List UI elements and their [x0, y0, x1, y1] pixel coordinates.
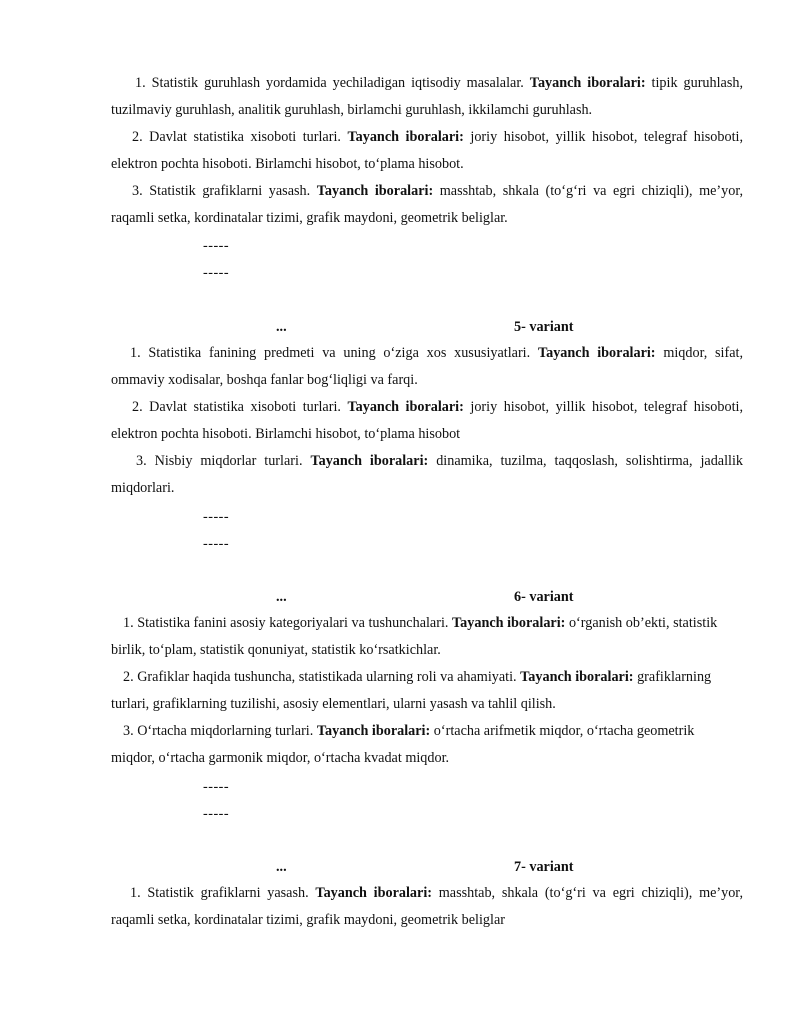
question-keywords: grafiklarning turlari, grafiklarning tuzilishi, asosiy elementlari, ularni yasash va tahlil qilish. [111, 669, 712, 712]
question-number: 1. [130, 345, 141, 361]
question-item [111, 718, 711, 772]
question-title: Davlat statistika xisoboti turlari. [149, 399, 341, 415]
separator-dashes: ----- [203, 265, 230, 281]
question-number: 2. [132, 399, 143, 415]
variant-ellipsis: ... [276, 589, 287, 605]
question-keywords: tipik guruhlash, tuzilmaviy guruhlash, analitik guruhlash, birlamchi guruhlash, ikkilamchi guruhlash. [111, 75, 744, 118]
separator-dashes: ----- [203, 238, 230, 254]
question-item [111, 664, 743, 718]
keywords-label: Tayanch iboralari: [347, 399, 464, 415]
question-number: 3. [132, 183, 143, 199]
question-number: 3. [136, 453, 147, 469]
question-item [111, 340, 743, 394]
question-number: 2. [132, 129, 143, 145]
separator-dashes: ----- [203, 806, 230, 822]
question-number: 1. [135, 75, 146, 91]
separator-dashes: ----- [203, 536, 230, 552]
keywords-label: Tayanch iboralari: [520, 669, 634, 685]
keywords-label: Tayanch iboralari: [316, 723, 431, 739]
question-number: 3. [123, 723, 134, 739]
question-item [111, 124, 743, 178]
question-title: Grafiklar haqida tushuncha, statistikada ularning roli va ahamiyati. [137, 669, 517, 685]
variant-ellipsis: ... [276, 319, 287, 335]
question-number: 1. [130, 885, 141, 901]
question-number: 1. [123, 615, 134, 631]
question-keywords: masshtab, shkala (to‘g‘ri va egri chiziqli), me’yor, raqamli setka, kordinatalar tizimi, grafik maydoni, geometrik beliglar. [111, 183, 744, 226]
question-keywords: o‘rtacha arifmetik miqdor, o‘rtacha geometrik miqdor, o‘rtacha garmonik miqdor, o‘rtacha kvadat miqdor. [111, 723, 695, 766]
question-title: Statistik guruhlash yordamida yechiladigan iqtisodiy masalalar. [151, 75, 524, 91]
question-title: Statistik grafiklarni yasash. [149, 183, 311, 199]
keywords-label: Tayanch iboralari: [316, 183, 434, 199]
question-keywords: o‘rganish ob’ekti, statistik birlik, to‘plam, statistik qonuniyat, statistik ko‘rsatkichlar. [111, 615, 718, 658]
separator-dashes: ----- [203, 779, 230, 795]
question-number: 2. [123, 669, 134, 685]
question-title: Statistika fanini asosiy kategoriyalari va tushunchalari. [137, 615, 449, 631]
question-title: Nisbiy miqdorlar turlari. [154, 453, 303, 469]
question-keywords: joriy hisobot, yillik hisobot, telegraf hisoboti, elektron pochta hisoboti. Birlamchi hisobot, to‘plama hisobot. [111, 129, 744, 172]
question-item [111, 610, 743, 664]
variant-heading: 7- variant [514, 859, 574, 875]
question-item [111, 70, 743, 124]
question-keywords: masshtab, shkala (to‘g‘ri va egri chiziqli), me’yor, raqamli setka, kordinatalar tizimi, grafik maydoni, geometrik beliglar [111, 885, 744, 928]
question-item [111, 880, 743, 934]
keywords-label: Tayanch iboralari: [310, 453, 429, 469]
question-item [111, 394, 743, 448]
keywords-label: Tayanch iboralari: [452, 615, 566, 631]
question-title: Statistik grafiklarni yasash. [147, 885, 309, 901]
variant-heading: 6- variant [514, 589, 574, 605]
question-item [111, 178, 743, 232]
question-title: Statistika fanining predmeti va uning o‘ziga xos xususiyatlari. [148, 345, 531, 361]
variant-ellipsis: ... [276, 859, 287, 875]
question-item [111, 448, 743, 502]
keywords-label: Tayanch iboralari: [537, 345, 656, 361]
separator-dashes: ----- [203, 509, 230, 525]
keywords-label: Tayanch iboralari: [529, 75, 646, 91]
keywords-label: Tayanch iboralari: [347, 129, 464, 145]
question-keywords: joriy hisobot, yillik hisobot, telegraf hisoboti, elektron pochta hisoboti. Birlamchi hisobot, to‘plama hisobot [111, 399, 744, 442]
variant-heading: 5- variant [514, 319, 574, 335]
question-title: O‘rtacha miqdorlarning turlari. [137, 723, 314, 739]
question-title: Davlat statistika xisoboti turlari. [149, 129, 341, 145]
question-keywords: miqdor, sifat, ommaviy xodisalar, boshqa fanlar bog‘liqligi va farqi. [111, 345, 744, 388]
question-keywords: dinamika, tuzilma, taqqoslash, solishtirma, jadallik miqdorlari. [111, 453, 744, 496]
keywords-label: Tayanch iboralari: [315, 885, 432, 901]
